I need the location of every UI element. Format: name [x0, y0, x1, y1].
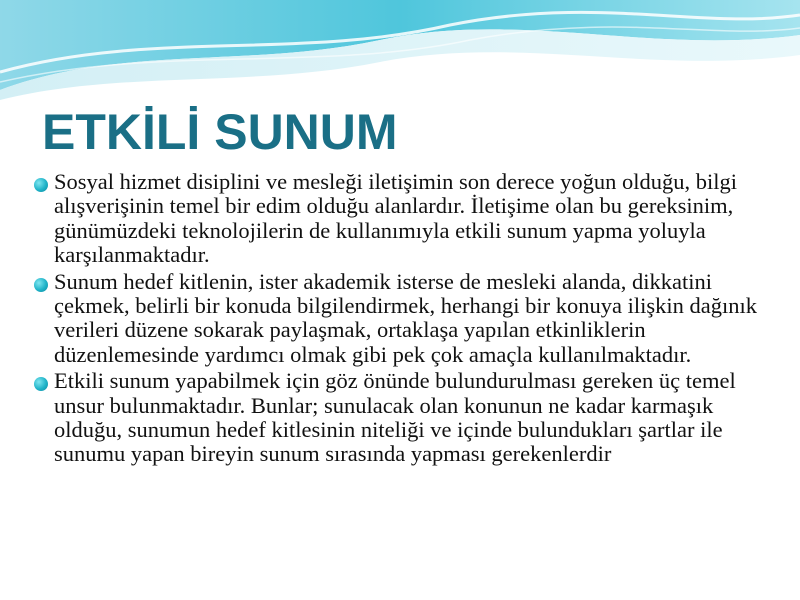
- bullet-item: [0, 170, 780, 268]
- bullet-dot-icon: [34, 377, 48, 391]
- bullet-text: Etkili sunum yapabilmek için göz önünde bulundurulması gereken üç temel unsur bulunmaktadır. Bunlar; sunulacak olan konunun ne kadar karmaşık olduğu, sunumun hedef kitlesinin niteliği ve içinde bulundukları şartlar ile sunumu yapan bireyin sunum sırasında yapması gerekenlerdir: [54, 368, 736, 467]
- bullet-dot-icon: [34, 178, 48, 192]
- bullet-list: [0, 170, 780, 469]
- header-wave-decoration: [0, 0, 800, 100]
- bullet-text: Sosyal hizmet disiplini ve mesleği iletişimin son derece yoğun olduğu, bilgi alışverişinin temel bir edim olduğu alanlardır. İletişime olan bu gereksinim, günümüzdeki teknolojilerin de kullanımıyla etkili sunum yapma yoluyla karşılanmaktadır.: [54, 169, 738, 268]
- bullet-item: [0, 369, 780, 467]
- bullet-text: Sunum hedef kitlenin, ister akademik isterse de mesleki alanda, dikkatini çekmek, belirli bir konuda bilgilendirmek, herhangi bir konuya ilişkin dağınık verileri düzene sokarak paylaşmak, ortaklaşa yapılan etkinliklerin düzenlemesinde yardımcı olmak gibi pek çok amaçla kullanılmaktadır.: [54, 268, 757, 367]
- slide-title: ETKİLİ SUNUM: [42, 104, 398, 160]
- bullet-item: [0, 270, 780, 368]
- bullet-dot-icon: [34, 278, 48, 292]
